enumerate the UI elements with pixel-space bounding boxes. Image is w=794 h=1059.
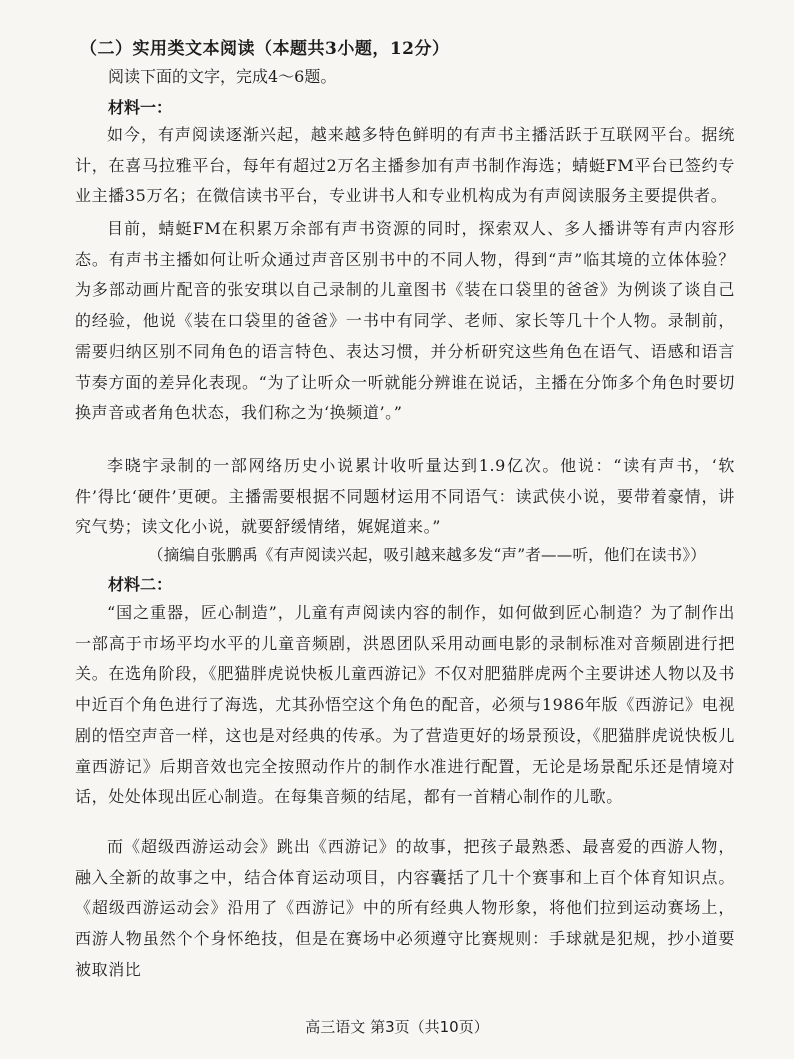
section-title: （二）实用类文本阅读（本题共3小题，12分） xyxy=(80,39,450,59)
material-two-paragraph-2: 而《超级西游运动会》跳出《西游记》的故事，把孩子最熟悉、最喜爱的西游人物，融入全新的故事之中，结合体育运动项目，内容囊括了几十个赛事和上百个体育知识点。《超级西游运动会》沿用了《西游记》中的所有经典人物形象，将他们拉到运动赛场上，西游人物虽然个个身怀绝技，但是在赛场中必须遵守比赛规则：手球就是犯规，抄小道要被取消比 xyxy=(75,837,735,979)
material-two-paragraph-1: “国之重器，匠心制造”，儿童有声阅读内容的制作，如何做到匠心制造？为了制作出一部高于市场平均水平的儿童音频剧，洪恩团队采用动画电影的录制标准对音频剧进行把关。在选角阶段，《肥猫胖虎说快板儿童西游记》不仅对肥猫胖虎两个主要讲述人物以及书中近百个角色进行了海选，尤其孙悟空这个角色的配音，必须与1986年版《西游记》电视剧的悟空声音一样，这也是对经典的传承。为了营造更好的场景预设，《肥猫胖虎说快板儿童西游记》后期音效也完全按照动作片的制作水准进行配置，无论是场景配乐还是情境对话，处处体现出匠心制造。在每集音频的结尾，都有一首精心制作的儿歌。 xyxy=(75,603,735,807)
material-one-label: 材料一： xyxy=(108,98,173,117)
instruction-text: 阅读下面的文字，完成4～6题。 xyxy=(108,67,337,86)
material-one-paragraph-1: 如今，有声阅读逐渐兴起，越来越多特色鲜明的有声书主播活跃于互联网平台。据统计，在喜马拉雅平台，每年有超过2万名主播参加有声书制作海选；蜻蜓FM平台已签约专业主播35万名；在微信读书平台，专业讲书人和专业机构成为有声阅读服务主要提供者。 xyxy=(75,125,735,206)
page-footer: 高三语文 第3页（共10页） xyxy=(305,1018,489,1036)
material-one-paragraph-2: 目前，蜻蜓FM在积累万余部有声书资源的同时，探索双人、多人播讲等有声内容形态。有声书主播如何让听众通过声音区别书中的不同人物，得到“声”临其境的立体体验？为多部动画片配音的张安琪以自己录制的儿童图书《装在口袋里的爸爸》为例谈了谈自己的经验，他说《装在口袋里的爸爸》一书中有同学、老师、家长等几十个人物。录制前，需要归纳区别不同角色的语言特色、表达习惯，并分析研究这些角色在语气、语感和语言节奏方面的差异化表现。“为了让听众一听就能分辨谁在说话，主播在分饰多个角色时要切换声音或者角色状态，我们称之为‘换频道’。” xyxy=(75,219,735,423)
material-two-label: 材料二： xyxy=(108,575,173,594)
material-one-paragraph-3: 李晓宇录制的一部网络历史小说累计收听量达到1.9亿次。他说：“读有声书，‘软件’得比‘硬件’更硬。主播需要根据不同题材运用不同语气：读武侠小说，要带着豪情，讲究气势；读文化小说，就要舒缓情绪，娓娓道来。” xyxy=(75,456,735,537)
material-one-source: （摘编自张鹏禹《有声阅读兴起，吸引越来越多发“声”者——听，他们在读书》） xyxy=(148,546,707,564)
